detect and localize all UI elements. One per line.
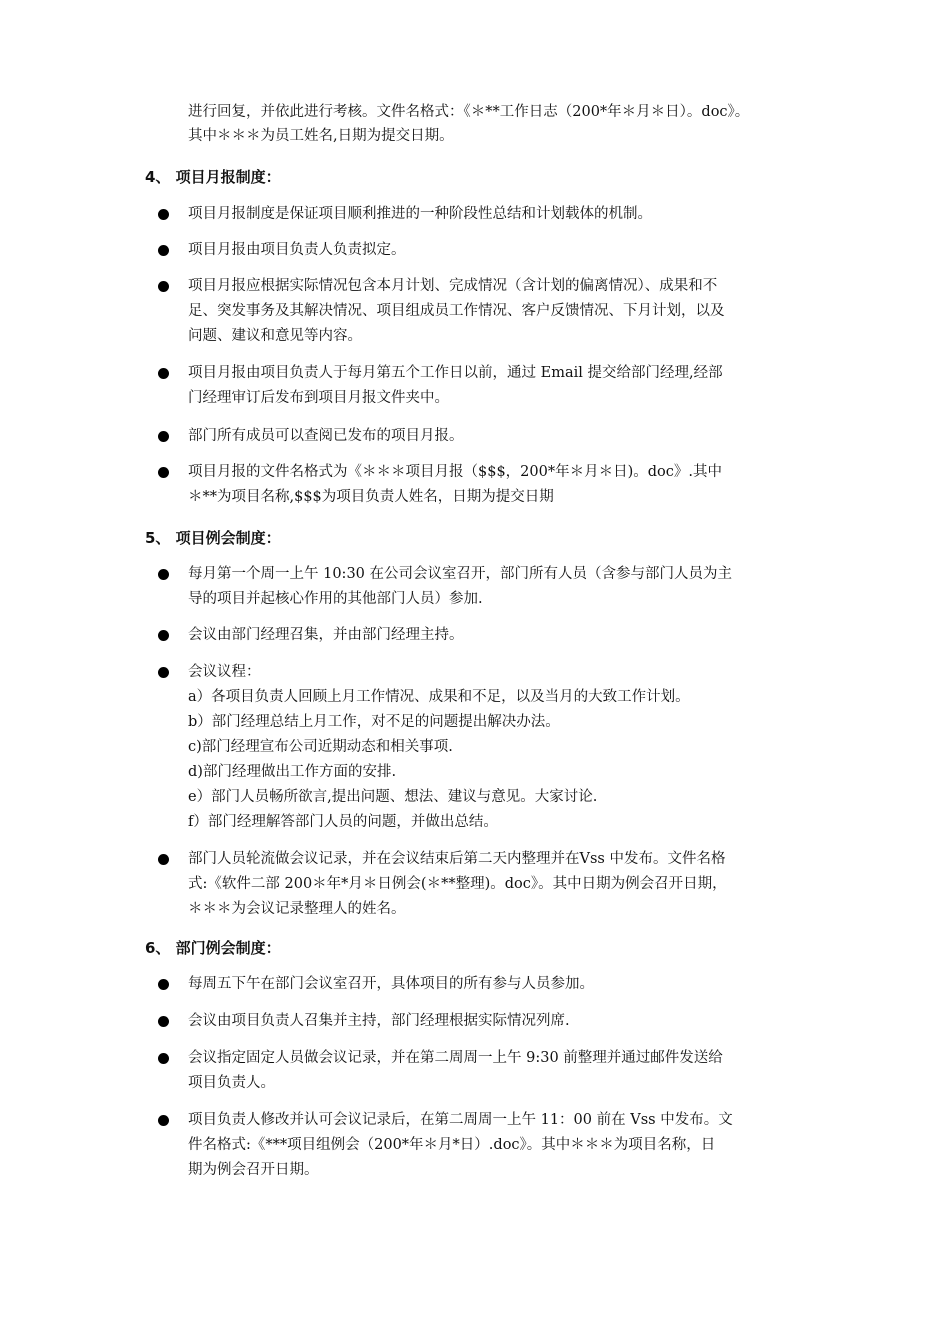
bullet-text: 问题、建议和意见等内容。 bbox=[188, 328, 362, 344]
bullet-icon bbox=[158, 1016, 169, 1027]
bullet-icon bbox=[158, 431, 169, 442]
bullet-text: 项目月报的文件名格式为《＊＊＊项目月报（$$$，200*年＊月＊日)。doc》.其中 bbox=[188, 464, 722, 480]
agenda-item: d)部门经理做出工作方面的安排. bbox=[188, 764, 397, 780]
bullet-icon bbox=[158, 854, 169, 865]
list-item bbox=[158, 274, 818, 349]
bullet-text: 项目负责人。 bbox=[188, 1075, 275, 1091]
section-6-heading: 6、 部门例会制度： bbox=[145, 939, 281, 957]
bullet-text: 会议由部门经理召集，并由部门经理主持。 bbox=[188, 627, 464, 643]
agenda-item: e）部门人员畅所欲言,提出问题、想法、建议与意见。大家讨论. bbox=[188, 789, 598, 805]
bullet-icon bbox=[158, 245, 169, 256]
section-4-heading: 4、 项目月报制度： bbox=[145, 168, 281, 186]
bullet-text: 导的项目并起核心作用的其他部门人员）参加. bbox=[188, 591, 483, 607]
bullet-text: ＊**为项目名称,$$$为项目负责人姓名，日期为提交日期 bbox=[188, 489, 554, 505]
bullet-icon bbox=[158, 1053, 169, 1064]
bullet-text: 项目负责人修改并认可会议记录后，在第二周周一上午 11：00 前在 Vss 中发布。文 bbox=[188, 1112, 733, 1128]
bullet-text: 每月第一个周一上午 10:30 在公司会议室召开，部门所有人员（含参与部门人员为主 bbox=[188, 566, 733, 582]
section-5-heading: 5、 项目例会制度： bbox=[145, 529, 281, 547]
list-item bbox=[158, 460, 818, 510]
bullet-icon bbox=[158, 368, 169, 379]
intro-line: 进行回复，并依此进行考核。文件名格式：《＊**工作日志（200*年＊月＊日）。doc》。 bbox=[188, 104, 750, 120]
bullet-text: 部门人员轮流做会议记录，并在会议结束后第二天内整理并在Vss 中发布。文件名格 bbox=[188, 851, 726, 867]
bullet-text: 项目月报应根据实际情况包含本月计划、完成情况（含计划的偏离情况）、成果和不 bbox=[188, 278, 718, 294]
bullet-text: 每周五下午在部门会议室召开，具体项目的所有参与人员参加。 bbox=[188, 976, 594, 992]
bullet-icon bbox=[158, 1115, 169, 1126]
bullet-icon bbox=[158, 467, 169, 478]
bullet-icon bbox=[158, 569, 169, 580]
list-item bbox=[158, 660, 818, 835]
list-item bbox=[158, 1009, 818, 1034]
agenda-item: c)部门经理宣布公司近期动态和相关事项. bbox=[188, 739, 453, 755]
list-item bbox=[158, 424, 818, 449]
list-item bbox=[158, 1108, 818, 1183]
bullet-icon bbox=[158, 281, 169, 292]
bullet-text: 门经理审订后发布到项目月报文件夹中。 bbox=[188, 390, 449, 406]
intro-line: 其中＊＊＊为员工姓名,日期为提交日期。 bbox=[188, 128, 454, 144]
list-item bbox=[158, 847, 818, 922]
list-item bbox=[158, 972, 818, 997]
bullet-text: 式:《软件二部 200＊年*月＊日例会(＊**整理)。doc》。其中日期为例会召开日期， bbox=[188, 876, 727, 892]
bullet-icon bbox=[158, 979, 169, 990]
bullet-text: 会议议程： bbox=[188, 664, 261, 680]
list-item bbox=[158, 623, 818, 648]
intro-paragraph bbox=[188, 100, 818, 148]
bullet-text: 项目月报制度是保证项目顺利推进的一种阶段性总结和计划载体的机制。 bbox=[188, 206, 652, 222]
list-item bbox=[158, 202, 818, 227]
bullet-text: 期为例会召开日期。 bbox=[188, 1162, 319, 1178]
list-item bbox=[158, 1046, 818, 1096]
list-item bbox=[158, 361, 818, 411]
list-item bbox=[158, 562, 818, 612]
agenda-item: b）部门经理总结上月工作，对不足的问题提出解决办法。 bbox=[188, 714, 560, 730]
bullet-text: 项目月报由项目负责人于每月第五个工作日以前，通过 Email 提交给部门经理,经部 bbox=[188, 365, 723, 381]
list-item bbox=[158, 238, 818, 263]
agenda-item: f）部门经理解答部门人员的问题，并做出总结。 bbox=[188, 814, 498, 830]
bullet-icon bbox=[158, 630, 169, 641]
bullet-text: 部门所有成员可以查阅已发布的项目月报。 bbox=[188, 428, 464, 444]
bullet-icon bbox=[158, 667, 169, 678]
agenda-item: a）各项目负责人回顾上月工作情况、成果和不足，以及当月的大致工作计划。 bbox=[188, 689, 690, 705]
bullet-text: ＊＊＊为会议记录整理人的姓名。 bbox=[188, 901, 406, 917]
bullet-icon bbox=[158, 209, 169, 220]
bullet-text: 会议由项目负责人召集并主持，部门经理根据实际情况列席. bbox=[188, 1013, 570, 1029]
bullet-text: 项目月报由项目负责人负责拟定。 bbox=[188, 242, 406, 258]
bullet-text: 足、突发事务及其解决情况、项目组成员工作情况、客户反馈情况、下月计划，以及 bbox=[188, 303, 725, 319]
bullet-text: 会议指定固定人员做会议记录，并在第二周周一上午 9:30 前整理并通过邮件发送给 bbox=[188, 1050, 723, 1066]
bullet-text: 件名格式:《***项目组例会（200*年＊月*日）.doc》。其中＊＊＊为项目名称，日 bbox=[188, 1137, 716, 1153]
